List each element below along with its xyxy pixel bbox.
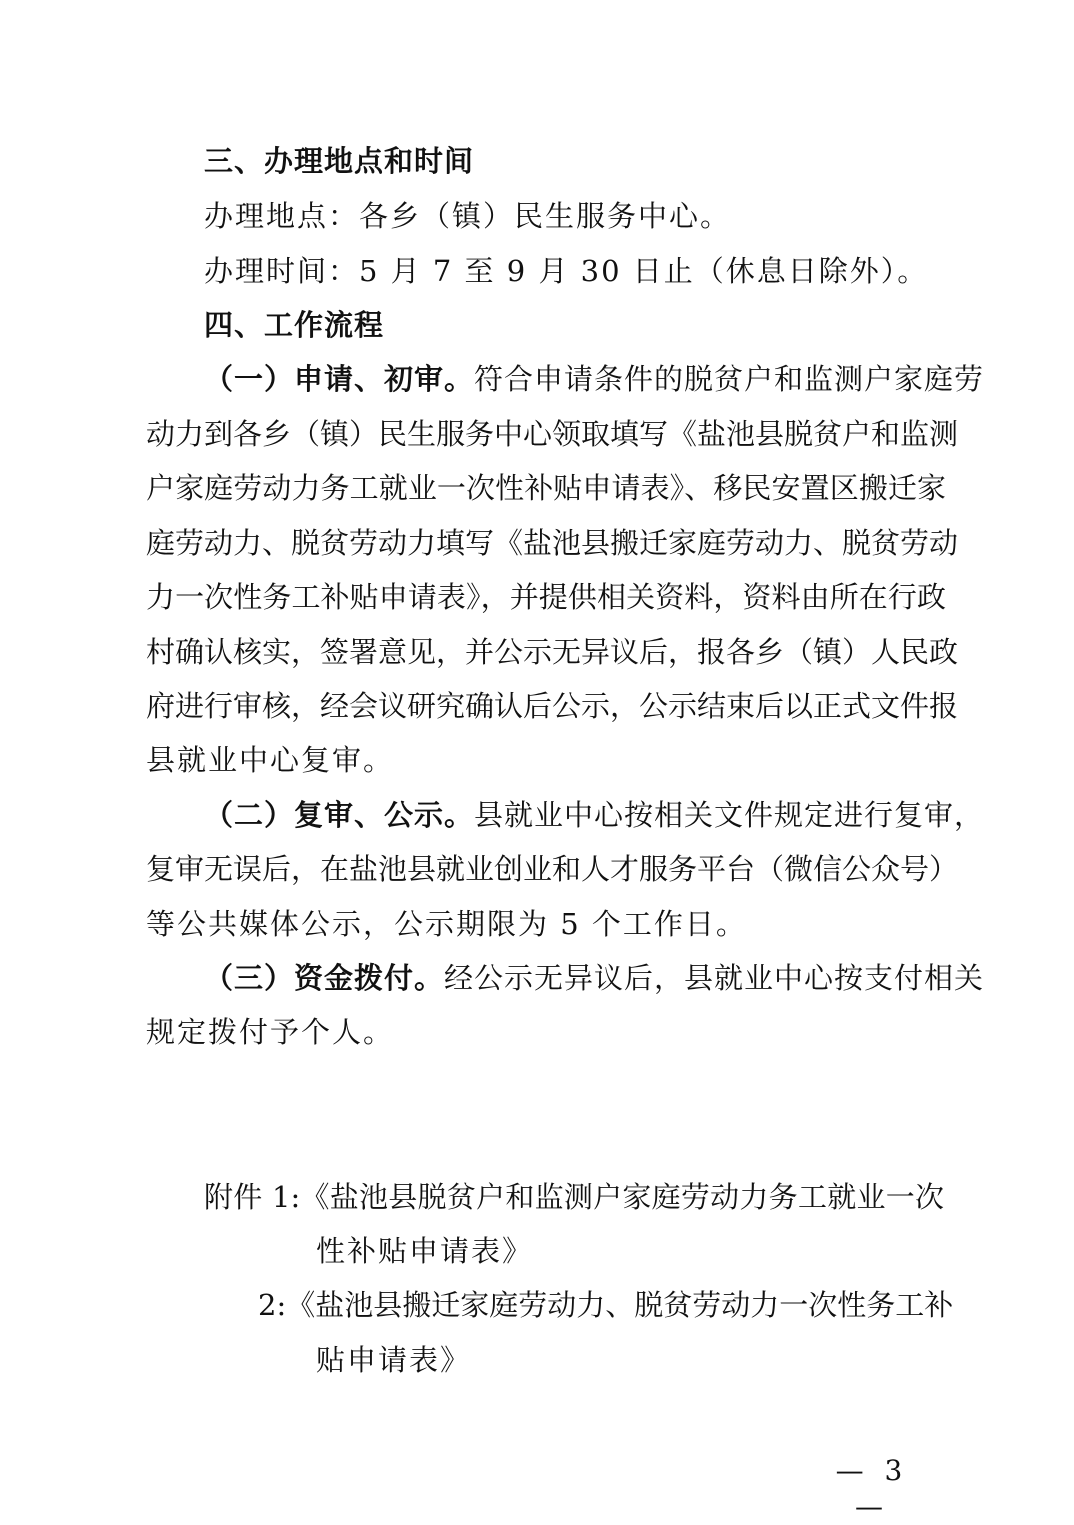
step1-text-0: 符合申请条件的脱贫户和监测户家庭劳 [474,362,985,396]
step1-text-3: 庭劳动力、脱贫劳动力填写《盐池县搬迁家庭劳动力、脱贫劳动 [146,526,959,560]
step1-text-6: 府进行审核，经会议研究确认后公示，公示结束后以正式文件报 [146,689,959,723]
step2-text-1: 复审无误后，在盐池县就业创业和人才服务平台（微信公众号） [146,852,959,886]
step1-text-4: 力一次性务工补贴申请表》，并提供相关资料，资料由所在行政 [146,580,946,614]
step2-label: （二）复审、公示。 [204,798,475,832]
step3-text-0: 经公示无异议后，县就业中心按支付相关 [444,961,985,995]
location-text: 办理地点：各乡（镇）民生服务中心。 [204,199,732,233]
attachment-1-line2: 性补贴申请表》 [316,1234,534,1268]
step1-first-line [204,359,985,399]
step3-text-1: 规定拨付予个人。 [146,1015,395,1049]
step1-label: （一）申请、初审。 [204,362,475,396]
time-text: 办理时间：5 月 7 至 9 月 30 日止（休息日除外）。 [204,254,929,288]
step2-first-line [204,795,985,835]
attachment-2-line2: 贴申请表》 [316,1343,472,1377]
step1-text-1: 动力到各乡（镇）民生服务中心领取填写《盐池县脱贫户和监测 [146,417,959,451]
step1-text-7: 县就业中心复审。 [146,743,395,777]
attachment-1-line1: 附件 1:《盐池县脱贫户和监测户家庭劳动力务工就业一次 [204,1180,944,1214]
step3-first-line [204,958,985,998]
section4-heading: 四、工作流程 [204,308,385,342]
section3-heading: 三、办理地点和时间 [204,144,475,178]
step1-text-5: 村确认核实，签署意见，并公示无异议后，报各乡（镇）人民政 [146,635,959,669]
step2-text-2: 等公共媒体公示，公示期限为 5 个工作日。 [146,907,747,941]
step3-label: （三）资金拨付。 [204,961,445,995]
page-number: — 3 — [835,1454,909,1523]
attachment-2-line1: 2:《盐池县搬迁家庭劳动力、脱贫劳动力一次性务工补 [258,1288,954,1322]
step1-text-2: 户家庭劳动力务工就业一次性补贴申请表》、移民安置区搬迁家 [146,471,946,505]
step2-text-0: 县就业中心按相关文件规定进行复审， [474,798,985,832]
